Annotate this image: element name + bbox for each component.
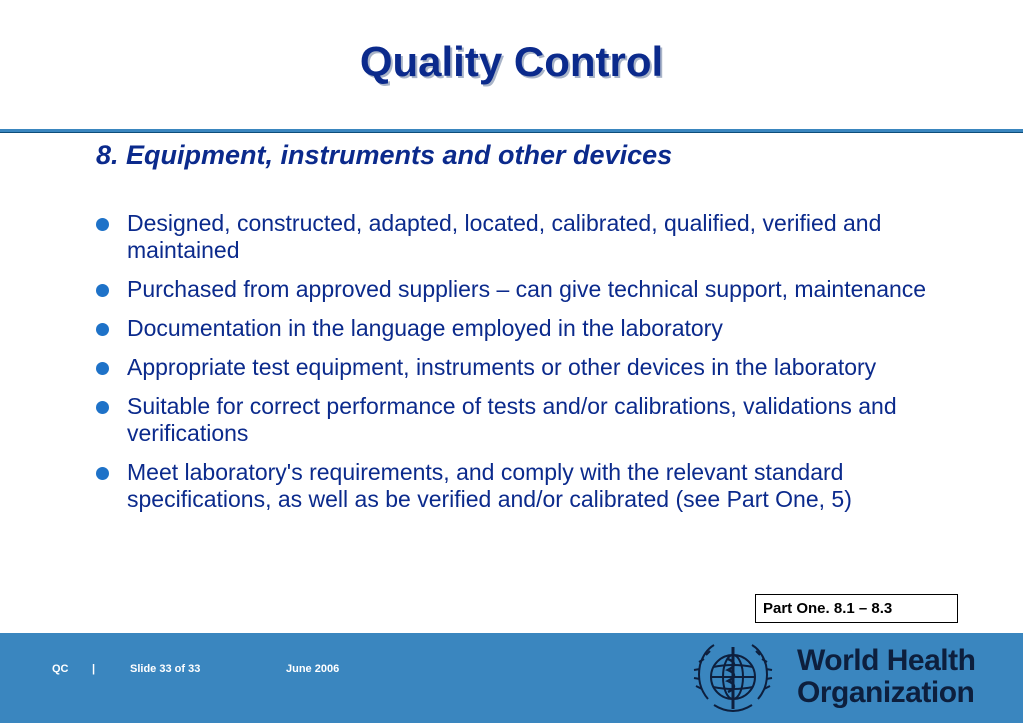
- bullet-dot-icon: [96, 284, 109, 297]
- bullet-text: Documentation in the language employed in the laboratory: [127, 315, 723, 341]
- who-emblem-icon: [688, 637, 778, 721]
- bullet-text: Appropriate test equipment, instruments or other devices in the laboratory: [127, 354, 877, 380]
- bullet-text: Suitable for correct performance of tests and/or calibrations, validations and verifications: [127, 393, 897, 446]
- organization-name-line1: World Health: [797, 644, 976, 677]
- bullet-text: Meet laboratory's requirements, and comply with the relevant standard specifications, as well as be verified and/or calibrated (see Part One, 5): [127, 459, 852, 512]
- organization-name-line2: Organization: [797, 676, 975, 709]
- title-divider: [0, 129, 1023, 133]
- bullet-dot-icon: [96, 323, 109, 336]
- footer-slide-number: Slide 33 of 33: [130, 663, 201, 675]
- bullet-item: [96, 459, 956, 513]
- bullet-list: [96, 210, 956, 525]
- bullet-item: [96, 354, 956, 381]
- footer-section: QC: [52, 663, 69, 675]
- bullet-dot-icon: [96, 218, 109, 231]
- bullet-text: Purchased from approved suppliers – can give technical support, maintenance: [127, 276, 927, 302]
- bullet-item: [96, 276, 956, 303]
- footer-band: [0, 633, 1023, 723]
- bullet-dot-icon: [96, 467, 109, 480]
- bullet-dot-icon: [96, 401, 109, 414]
- bullet-item: [96, 393, 956, 447]
- footer-date: June 2006: [286, 663, 340, 675]
- bullet-item: [96, 315, 956, 342]
- bullet-dot-icon: [96, 362, 109, 375]
- reference-box: Part One. 8.1 – 8.3: [755, 594, 958, 623]
- slide-title: Quality Control: [359, 38, 664, 85]
- organization-name: [797, 645, 975, 709]
- bullet-text: Designed, constructed, adapted, located, calibrated, qualified, verified and maintained: [127, 210, 882, 263]
- bullet-item: [96, 210, 956, 264]
- section-heading: 8. Equipment, instruments and other devices: [96, 140, 673, 170]
- footer-separator: |: [92, 663, 96, 675]
